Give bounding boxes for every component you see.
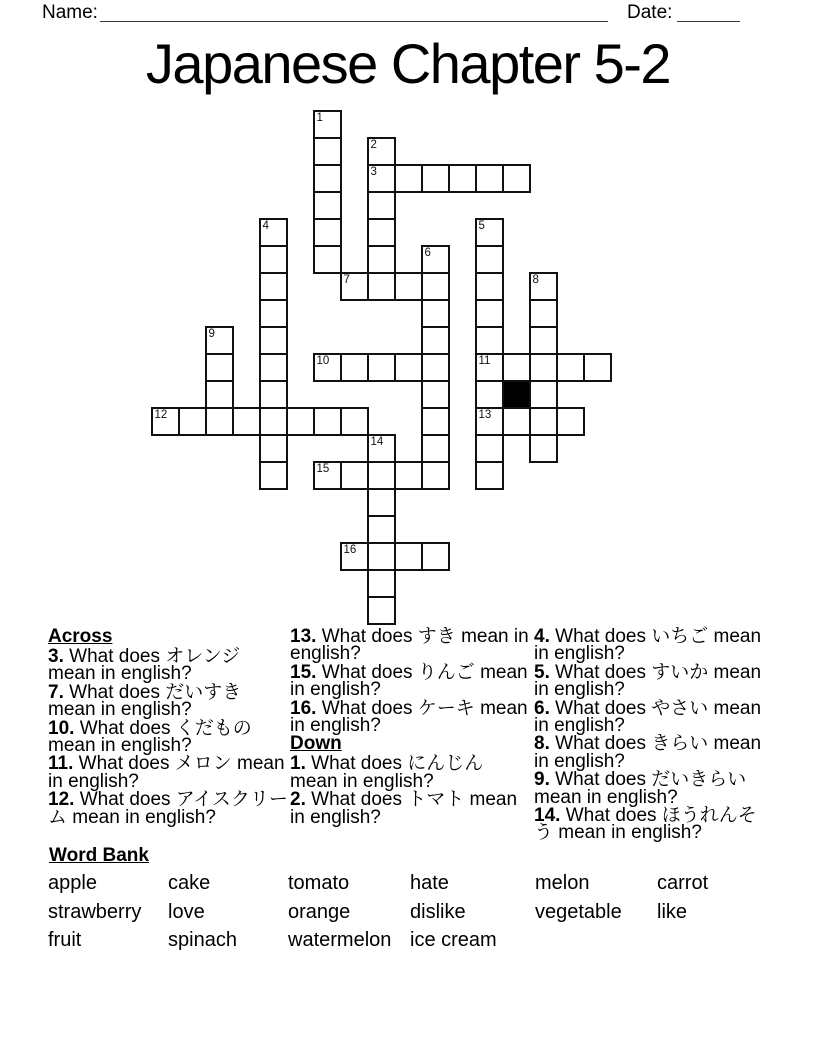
grid-cell: [313, 164, 342, 193]
clue-number: 4.: [534, 626, 550, 647]
grid-cell: [421, 299, 450, 328]
clue-number: 1.: [290, 753, 306, 775]
clue-1: 1. What does にんじん mean in english?: [290, 753, 484, 792]
clue-number: 16.: [290, 697, 317, 719]
grid-cell: [529, 407, 558, 436]
grid-cell: [448, 164, 477, 193]
grid-cell: [205, 380, 234, 409]
clues-heading-down: Down: [290, 733, 342, 755]
grid-cell: [421, 353, 450, 382]
grid-cell: [178, 407, 207, 436]
word-bank-word: dislike: [410, 900, 466, 923]
grid-cell: [529, 299, 558, 328]
grid-cell: [394, 272, 423, 301]
word-bank-word: strawberry: [48, 900, 142, 923]
grid-cell: [421, 434, 450, 463]
grid-cell-4: [259, 218, 288, 247]
cell-number: 14: [370, 435, 384, 448]
grid-cell-13: [475, 407, 504, 436]
clue-16: 16. What does ケーキ mean in english?: [290, 697, 528, 737]
crossword-grid: [151, 110, 612, 625]
grid-cell: [259, 407, 288, 436]
grid-cell: [556, 407, 585, 436]
clue-4: 4. What does いちご mean in english?: [534, 626, 762, 665]
clue-number: 10.: [48, 717, 75, 739]
grid-cell: [421, 407, 450, 436]
clue-6: 6. What does やさい mean in english?: [534, 697, 762, 737]
grid-cell-12: [151, 407, 180, 436]
clue-10: 10. What does くだもの mean in english?: [48, 717, 252, 756]
clue-number: 7.: [48, 681, 64, 703]
clue-number: 5.: [534, 661, 550, 683]
word-bank-word: vegetable: [535, 900, 622, 923]
word-bank-word: apple: [48, 872, 97, 894]
grid-cell: [232, 407, 261, 436]
grid-cell: [313, 218, 342, 247]
grid-cell: [502, 407, 531, 436]
grid-cell-11: [475, 353, 504, 382]
grid-cell: [313, 191, 342, 220]
grid-cell: [340, 353, 369, 382]
grid-cell: [475, 245, 504, 274]
clue-5: 5. What does すいか mean in english?: [534, 661, 762, 701]
clue-number: 11.: [48, 753, 74, 775]
grid-cell: [367, 569, 396, 598]
clue-7: 7. What does だいすき mean in english?: [48, 681, 242, 721]
cell-number: 6: [424, 246, 431, 259]
word-bank-word: cake: [168, 872, 211, 894]
clue-11: 11. What does メロン mean in english?: [48, 753, 285, 792]
grid-cell: [340, 407, 369, 436]
grid-cell-14: [367, 434, 396, 463]
grid-cell: [421, 542, 450, 571]
clue-column-3: [534, 628, 774, 843]
grid-cell-3: [367, 164, 396, 193]
word-bank-word: hate: [410, 872, 449, 894]
grid-cell-16: [340, 542, 369, 571]
cell-number: 15: [316, 462, 330, 475]
grid-cell: [583, 353, 612, 382]
grid-cell: [205, 353, 234, 382]
grid-cell: [286, 407, 315, 436]
grid-cell-7: [340, 272, 369, 301]
cell-number: 5: [478, 219, 485, 232]
grid-cell-8: [529, 272, 558, 301]
clue-number: 6.: [534, 697, 550, 719]
grid-cell: [475, 434, 504, 463]
grid-cell: [394, 164, 423, 193]
grid-cell: [367, 515, 396, 544]
word-bank-word: ice cream: [410, 929, 497, 951]
grid-cell: [529, 434, 558, 463]
grid-cell: [502, 353, 531, 382]
grid-cell: [556, 353, 585, 382]
word-bank-word: watermelon: [288, 929, 392, 951]
cell-number: 1: [316, 111, 323, 124]
word-bank-word: tomato: [288, 872, 350, 894]
clue-14: 14. What does ほうれんそう mean in english?: [534, 805, 757, 844]
grid-cell: [529, 380, 558, 409]
clue-number: 2.: [290, 789, 306, 811]
grid-cell: [367, 461, 396, 490]
cell-number: 11: [478, 354, 491, 367]
grid-cell: [394, 353, 423, 382]
grid-cell: [421, 326, 450, 355]
grid-cell: [367, 191, 396, 220]
grid-cell: [367, 488, 396, 517]
grid-cell: [205, 407, 234, 436]
grid-cell: [367, 596, 396, 625]
clue-13: 13. What does すき mean in english?: [290, 626, 529, 665]
grid-cell: [421, 380, 450, 409]
clue-number: 15.: [290, 661, 317, 683]
clue-12: 12. What does アイスクリーム mean in english?: [48, 789, 288, 828]
clue-9: 9. What does だいきらい mean in english?: [534, 769, 747, 808]
clue-15: 15. What does りんご mean in english?: [290, 661, 528, 701]
clue-number: 12.: [48, 789, 75, 811]
grid-cell: [529, 326, 558, 355]
grid-cell: [259, 461, 288, 490]
grid-cell-10: [313, 353, 342, 382]
grid-cell: [421, 461, 450, 490]
grid-cell: [259, 272, 288, 301]
grid-cell: [421, 164, 450, 193]
grid-black-cell: [502, 380, 531, 409]
clue-number: 3.: [48, 645, 64, 667]
grid-cell: [367, 272, 396, 301]
grid-cell-6: [421, 245, 450, 274]
word-bank-word: like: [657, 900, 688, 923]
cell-number: 12: [154, 408, 168, 421]
grid-cell-2: [367, 137, 396, 166]
word-bank-word: spinach: [168, 929, 237, 951]
word-bank-word: orange: [288, 900, 351, 923]
cell-number: 8: [532, 273, 539, 286]
cell-number: 4: [262, 219, 269, 232]
grid-cell-1: [313, 110, 342, 139]
clue-2: 2. What does トマト mean in english?: [290, 789, 518, 828]
name-blank-line: [100, 0, 608, 22]
clue-number: 13.: [290, 626, 317, 647]
word-bank-word: melon: [535, 872, 590, 894]
cell-number: 3: [370, 165, 377, 178]
word-bank-heading: Word Bank: [49, 845, 149, 866]
grid-cell: [313, 407, 342, 436]
grid-cell: [475, 272, 504, 301]
cell-number: 2: [370, 138, 377, 151]
page-title: Japanese Chapter 5-2: [145, 32, 671, 95]
word-bank-word: fruit: [48, 929, 82, 951]
clue-number: 9.: [534, 769, 550, 791]
clue-number: 8.: [534, 733, 550, 755]
grid-cell: [475, 326, 504, 355]
cell-number: 13: [478, 408, 492, 421]
cell-number: 7: [343, 273, 350, 286]
clue-number: 14.: [534, 805, 561, 827]
grid-cell: [259, 380, 288, 409]
grid-cell: [367, 542, 396, 571]
grid-cell-15: [313, 461, 342, 490]
grid-cell: [475, 461, 504, 490]
grid-cell: [367, 218, 396, 247]
word-bank-list: [48, 872, 767, 958]
grid-cell: [394, 542, 423, 571]
grid-cell: [367, 353, 396, 382]
grid-cell: [259, 353, 288, 382]
clues-heading-across: Across: [48, 626, 113, 647]
grid-cell: [340, 461, 369, 490]
grid-cell: [259, 434, 288, 463]
clue-column-2: [290, 628, 530, 827]
grid-cell: [313, 137, 342, 166]
grid-cell-9: [205, 326, 234, 355]
grid-cell: [421, 272, 450, 301]
name-label: Name:: [42, 2, 98, 23]
clue-3: 3. What does オレンジ mean in english?: [48, 645, 241, 685]
grid-cell: [475, 299, 504, 328]
grid-cell: [502, 164, 531, 193]
clue-8: 8. What does きらい mean in english?: [534, 733, 762, 772]
grid-cell: [313, 245, 342, 274]
grid-cell: [259, 245, 288, 274]
grid-cell: [475, 164, 504, 193]
grid-cell: [259, 326, 288, 355]
grid-cell: [394, 461, 423, 490]
grid-cell: [259, 299, 288, 328]
grid-cell-5: [475, 218, 504, 247]
clue-column-1: [48, 628, 288, 827]
word-bank-word: love: [168, 900, 205, 923]
word-bank-word: carrot: [657, 872, 709, 894]
cell-number: 9: [208, 327, 215, 340]
date-label: Date:: [627, 2, 673, 23]
grid-cell: [475, 380, 504, 409]
grid-cell: [367, 245, 396, 274]
cell-number: 16: [343, 543, 357, 556]
grid-cell: [529, 353, 558, 382]
date-blank-line: [677, 0, 740, 22]
cell-number: 10: [316, 354, 330, 367]
